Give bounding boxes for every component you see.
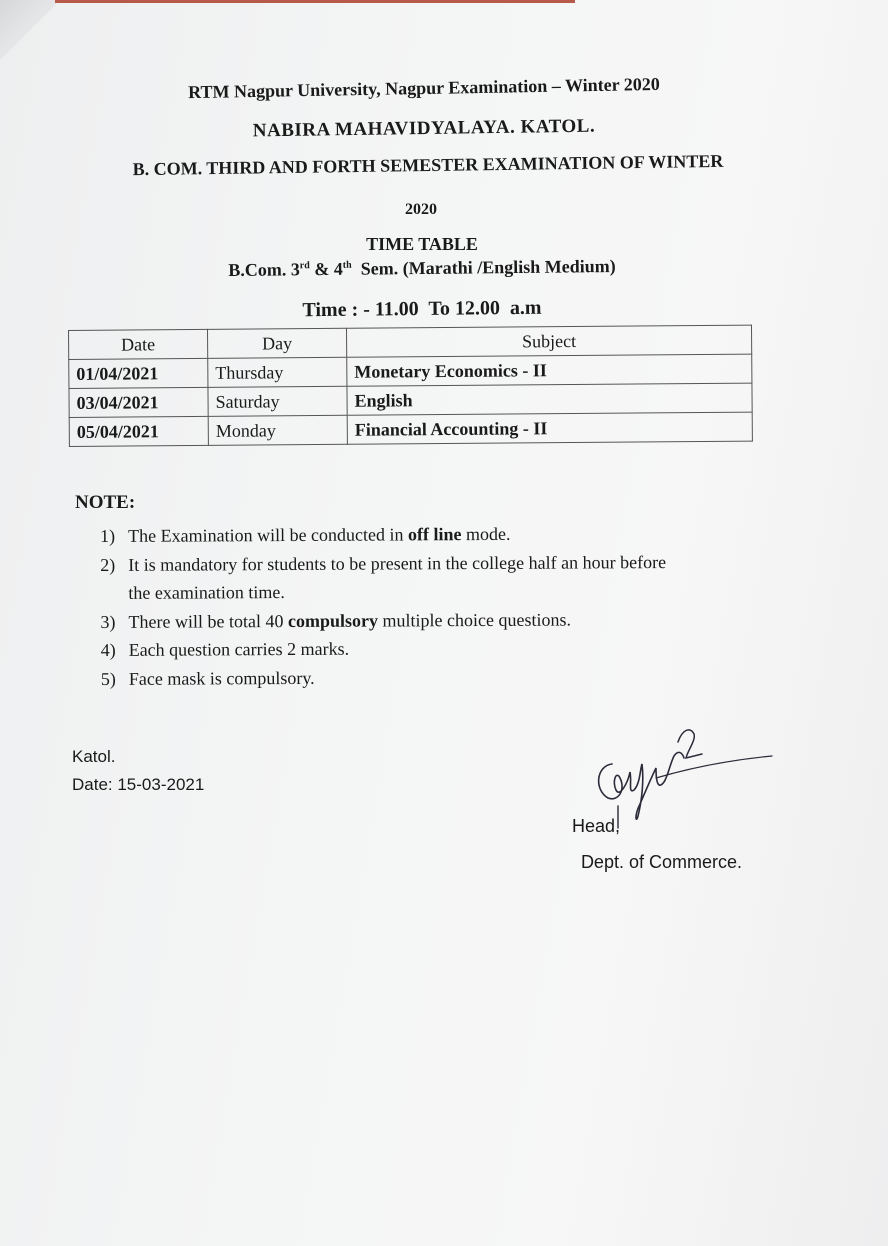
university-heading: RTM Nagpur University, Nagpur Examination – Winter 2020 [187, 73, 661, 103]
row-subject: English [347, 383, 752, 415]
table-row [69, 412, 752, 446]
signatory-title: Head, [571, 816, 620, 836]
exam-title: B. COM. THIRD AND FORTH SEMESTER EXAMINATION OF WINTER [132, 150, 724, 180]
course-sup-th: th [342, 259, 352, 271]
place-date-block [72, 743, 204, 799]
note-number: 5) [100, 668, 116, 689]
course-prefix: B.Com. 3 [228, 259, 300, 281]
row-day: Saturday [208, 386, 347, 416]
list-item [100, 604, 800, 636]
signatory-dept: Dept. of Commerce. [580, 852, 742, 872]
row-date: 03/04/2021 [69, 387, 208, 417]
course-line [0, 253, 866, 283]
row-subject: Financial Accounting - II [347, 412, 752, 444]
note-text: The Examination will be conducted in off line mode. [128, 523, 511, 546]
exam-time: Time : - 11.00 To 12.00 a.m [302, 296, 542, 322]
timetable-wrapper [68, 325, 753, 447]
page-fold-corner [0, 0, 60, 60]
page-top-edge [55, 0, 575, 3]
notes-list [100, 518, 801, 693]
note-number: 2) [100, 554, 116, 575]
note-text: Each question carries 2 marks. [128, 638, 350, 660]
place-text: Katol. [72, 747, 116, 766]
course-sup-rd: rd [299, 260, 310, 272]
list-item [101, 661, 801, 693]
notes-title: NOTE: [75, 492, 136, 513]
note-number: 4) [100, 639, 116, 660]
row-date: 05/04/2021 [69, 416, 208, 446]
header-date: Date [69, 329, 208, 359]
note-continuation: the examination time. [128, 582, 285, 603]
course-suffix: Sem. (Marathi /English Medium) [351, 255, 616, 279]
row-day: Monday [208, 415, 347, 445]
exam-year: 2020 [405, 201, 437, 218]
note-text: It is mandatory for students to be present in the college half an hour before [128, 551, 667, 575]
list-item [100, 547, 800, 579]
list-item [101, 632, 801, 664]
note-number: 1) [100, 525, 116, 546]
doc-title: TIME TABLE [366, 234, 478, 254]
note-text: Face mask is compulsory. [128, 667, 315, 689]
row-date: 01/04/2021 [69, 358, 208, 388]
course-amp: & 4 [309, 258, 343, 280]
row-subject: Monetary Economics - II [347, 354, 752, 386]
note-number: 3) [100, 611, 116, 632]
issue-date: Date: 15-03-2021 [72, 775, 205, 794]
note-text: There will be total 40 compulsory multiple choice questions. [128, 609, 571, 632]
timetable [68, 325, 753, 447]
college-heading: NABIRA MAHAVIDYALAYA. KATOL. [252, 115, 596, 142]
row-day: Thursday [208, 357, 347, 387]
header-subject: Subject [346, 325, 751, 357]
list-item [100, 518, 800, 550]
signature-block [556, 808, 742, 880]
header-day: Day [207, 328, 346, 358]
